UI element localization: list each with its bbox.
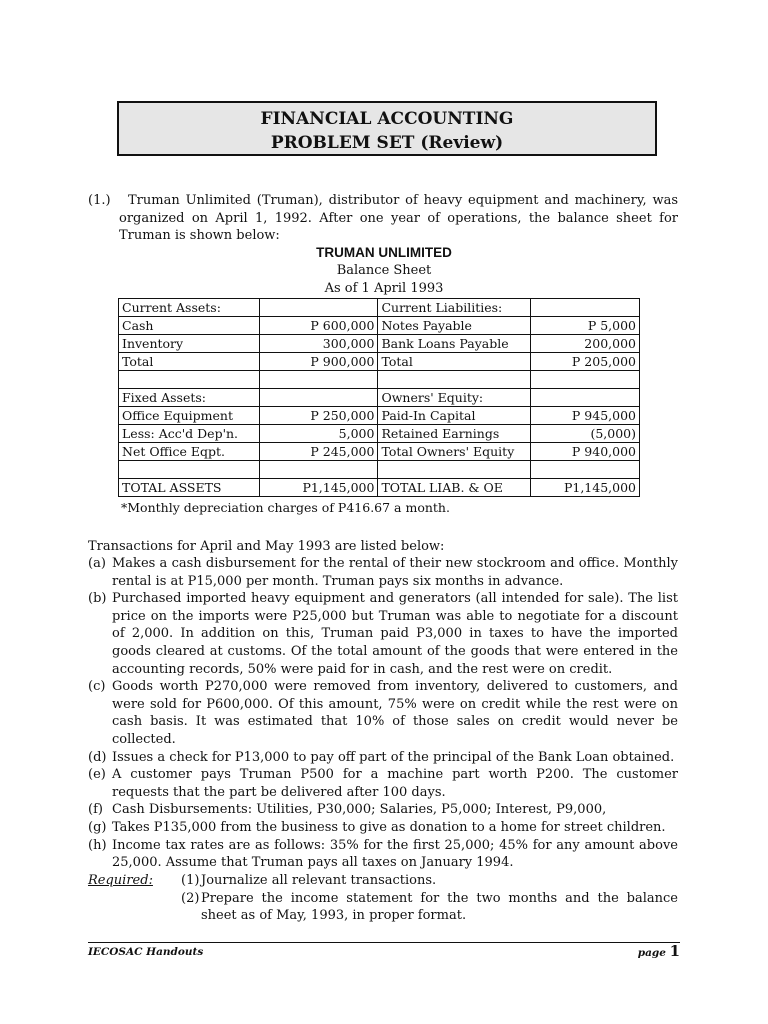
balance-sheet-cell: P 245,000 [259, 443, 378, 461]
balance-sheet-cell [259, 299, 378, 317]
balance-sheet-cell: Total [119, 353, 260, 371]
balance-sheet-cell: Owners' Equity: [378, 389, 531, 407]
balance-sheet-row [119, 425, 640, 443]
footer-divider [88, 942, 680, 943]
balance-sheet-row [119, 353, 640, 371]
balance-sheet-cell: P 945,000 [531, 407, 640, 425]
balance-sheet-row [119, 479, 640, 497]
balance-sheet-table [118, 298, 640, 497]
balance-sheet-cell: P 250,000 [259, 407, 378, 425]
balance-sheet-cell: 300,000 [259, 335, 378, 353]
balance-sheet-cell: Cash [119, 317, 260, 335]
balance-sheet-cell: Fixed Assets: [119, 389, 260, 407]
transaction-item [88, 837, 678, 872]
balance-sheet-cell [259, 371, 378, 389]
balance-sheet-row [119, 371, 640, 389]
balance-sheet-row [119, 299, 640, 317]
transaction-item [88, 819, 678, 837]
required-item-text: Prepare the income statement for the two months and the balance sheet as of May, 1993, in proper format. [201, 890, 678, 924]
balance-sheet-date: As of 1 April 1993 [324, 281, 444, 296]
transactions-intro: Transactions for April and May 1993 are listed below: [88, 539, 445, 554]
balance-sheet-cell: Notes Payable [378, 317, 531, 335]
balance-sheet-cell: Office Equipment [119, 407, 260, 425]
balance-sheet-cell: P1,145,000 [531, 479, 640, 497]
transaction-label: (e) [88, 767, 106, 783]
balance-sheet-cell: P1,145,000 [259, 479, 378, 497]
transaction-text: Income tax rates are as follows: 35% for the first 25,000; 45% for any amount above 25,000. Assume that Truman pays all taxes on January 1994. [112, 837, 678, 871]
balance-sheet-cell [259, 389, 378, 407]
balance-sheet-cell: P 900,000 [259, 353, 378, 371]
required-item [181, 872, 678, 890]
balance-sheet-cell: 5,000 [259, 425, 378, 443]
balance-sheet-company: TRUMAN UNLIMITED [316, 245, 452, 260]
transaction-text: Makes a cash disbursement for the rental of their new stockroom and office. Monthly rental is at P15,000 per month. Truman pays six months in advance. [112, 556, 678, 589]
transaction-item [88, 766, 678, 801]
balance-sheet-cell: TOTAL ASSETS [119, 479, 260, 497]
balance-sheet-cell: (5,000) [531, 425, 640, 443]
balance-sheet-title: Balance Sheet [336, 263, 432, 278]
required-item-label: (2) [181, 890, 200, 906]
balance-sheet-cell: Less: Acc'd Dep'n. [119, 425, 260, 443]
transaction-text: Takes P135,000 from the business to give as donation to a home for street children. [112, 819, 666, 835]
footer-page [638, 942, 680, 960]
footer-source: IECOSAC Handouts [88, 946, 204, 958]
page-label: page [637, 947, 666, 959]
title-box [117, 101, 657, 156]
balance-sheet-cell [531, 299, 640, 317]
problem-intro [88, 192, 678, 245]
transaction-text: Purchased imported heavy equipment and generators (all intended for sale). The list price on the imports were P25,000 but Truman was able to negotiate for a discount of 2,000. In addition on this, Truman paid P3,000 in taxes to have the imported goods cleared at customs. Of the total amount of the goods that were entered in the accounting records, 50% were paid for in cash, and the rest were on credit. [112, 591, 678, 677]
depreciation-note: *Monthly depreciation charges of P416.67 a month. [121, 500, 450, 515]
transaction-text: A customer pays Truman P500 for a machine part worth P200. The customer requests that the part be delivered after 100 days. [112, 767, 678, 800]
balance-sheet-row [119, 443, 640, 461]
balance-sheet-cell: Current Liabilities: [378, 299, 531, 317]
transaction-text: Goods worth P270,000 were removed from inventory, delivered to customers, and were sold for P600,000. Of this amount, 75% were on credit while the rest were on cash basis. It was estimated that 10% of those sales on credit would never be collected. [112, 679, 678, 747]
balance-sheet-cell: P 205,000 [531, 353, 640, 371]
transaction-label: (d) [88, 749, 107, 765]
transaction-item [88, 555, 678, 590]
balance-sheet-cell: Retained Earnings [378, 425, 531, 443]
page-number: 1 [669, 942, 680, 960]
transactions-list [88, 555, 678, 872]
balance-sheet-cell: Paid-In Capital [378, 407, 531, 425]
balance-sheet-row [119, 335, 640, 353]
transaction-label: (c) [88, 679, 106, 695]
balance-sheet-cell: Total [378, 353, 531, 371]
required-section [88, 872, 678, 925]
balance-sheet-cell: Inventory [119, 335, 260, 353]
balance-sheet-row [119, 389, 640, 407]
transaction-item [88, 678, 678, 748]
transaction-item [88, 749, 678, 767]
transaction-text: Issues a check for P13,000 to pay off part of the principal of the Bank Loan obtained. [112, 749, 675, 765]
balance-sheet-cell: Current Assets: [119, 299, 260, 317]
required-item-text: Journalize all relevant transactions. [201, 873, 437, 888]
required-item-label: (1) [181, 873, 200, 888]
balance-sheet-cell: Total Owners' Equity [378, 443, 531, 461]
balance-sheet-cell: Bank Loans Payable [378, 335, 531, 353]
required-item [181, 890, 678, 925]
balance-sheet-cell [531, 371, 640, 389]
balance-sheet-cell [378, 461, 531, 479]
title-line-2: PROBLEM SET (Review) [270, 133, 504, 153]
balance-sheet-cell: TOTAL LIAB. & OE [378, 479, 531, 497]
balance-sheet-row [119, 407, 640, 425]
transaction-label: (f) [88, 802, 103, 818]
problem-intro-text: Truman Unlimited (Truman), distributor of heavy equipment and machinery, was organized on April 1, 1992. After one year of operations, the balance sheet for Truman is shown below: [119, 193, 678, 244]
balance-sheet-row [119, 461, 640, 479]
transaction-item [88, 590, 678, 678]
balance-sheet-cell: P 940,000 [531, 443, 640, 461]
balance-sheet-row [119, 317, 640, 335]
balance-sheet-cell: P 600,000 [259, 317, 378, 335]
balance-sheet-cell: 200,000 [531, 335, 640, 353]
transaction-label: (b) [88, 591, 107, 607]
balance-sheet-cell [119, 461, 260, 479]
problem-number: (1.) [88, 193, 111, 208]
balance-sheet-cell: Net Office Eqpt. [119, 443, 260, 461]
transaction-item [88, 801, 678, 819]
balance-sheet-cell [378, 371, 531, 389]
transaction-label: (h) [88, 837, 107, 853]
transaction-label: (g) [88, 819, 107, 835]
balance-sheet-cell [531, 389, 640, 407]
balance-sheet-cell [531, 461, 640, 479]
required-label: Required: [88, 873, 153, 888]
transaction-text: Cash Disbursements: Utilities, P30,000; Salaries, P5,000; Interest, P9,000, [112, 802, 607, 818]
balance-sheet-cell [119, 371, 260, 389]
transaction-label: (a) [88, 556, 106, 571]
balance-sheet-cell [259, 461, 378, 479]
balance-sheet-cell: P 5,000 [531, 317, 640, 335]
title-line-1: FINANCIAL ACCOUNTING [260, 109, 514, 129]
